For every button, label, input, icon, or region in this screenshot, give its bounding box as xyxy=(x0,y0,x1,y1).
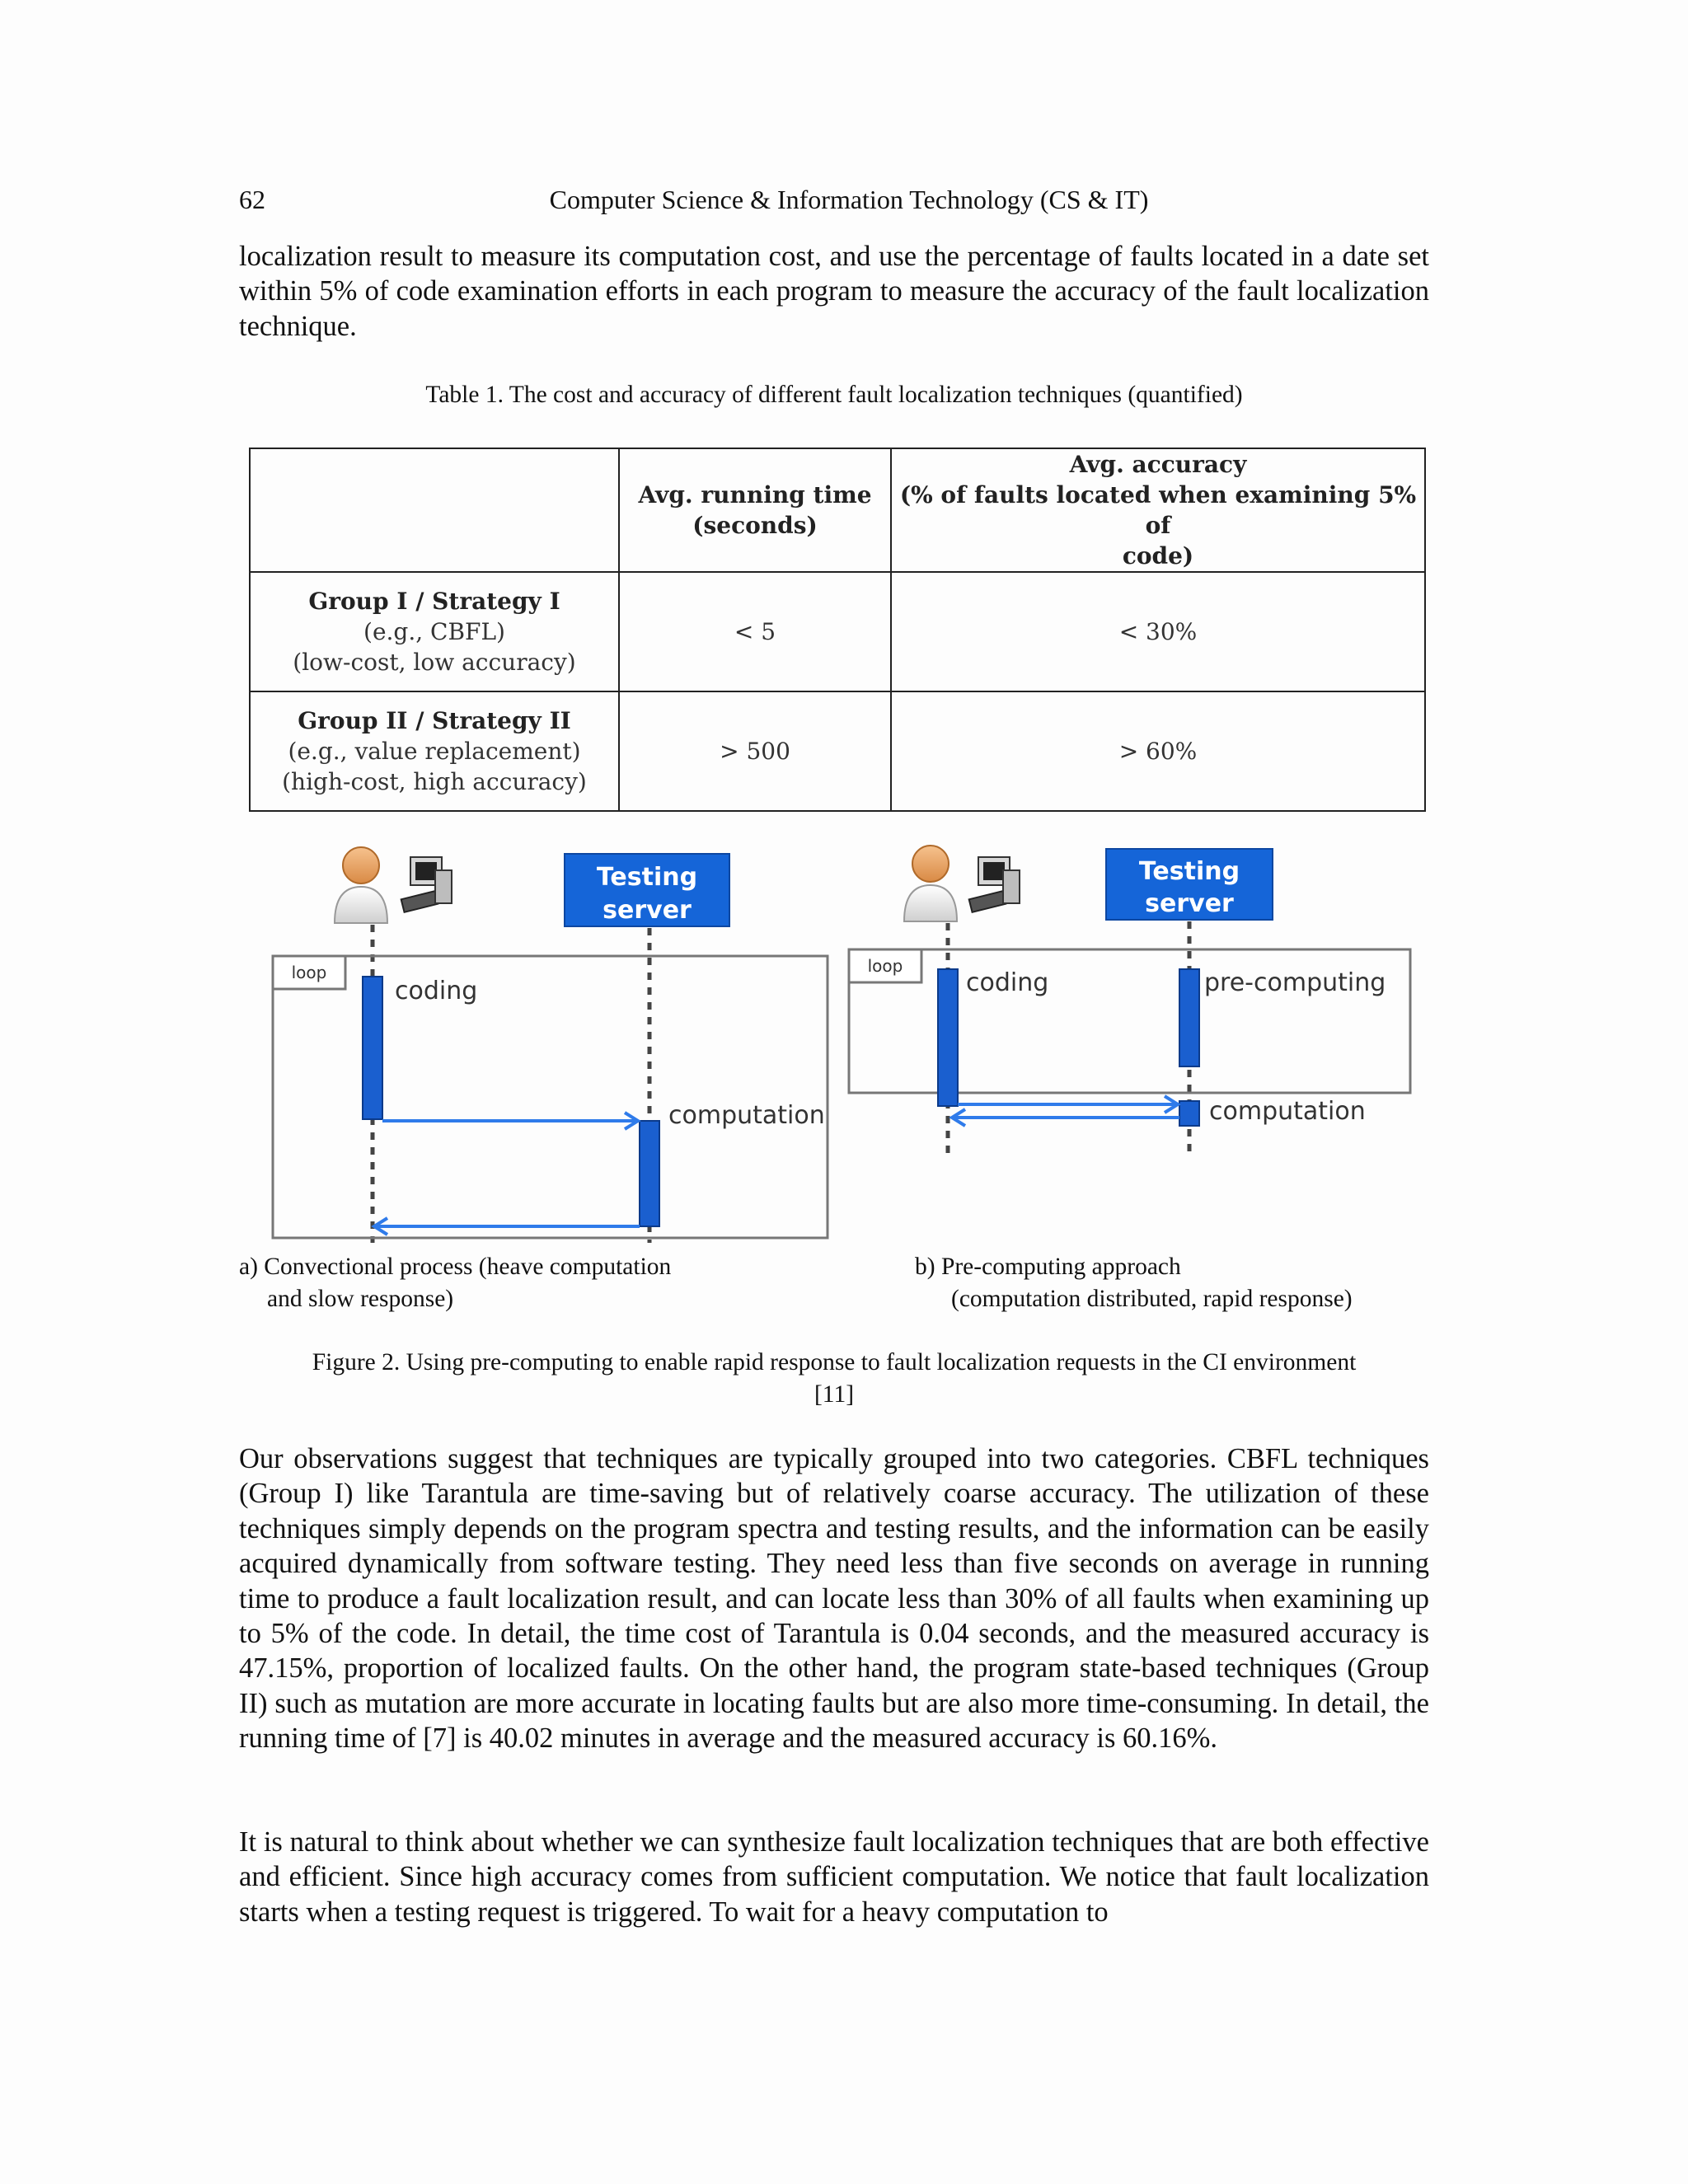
computer-icon xyxy=(969,857,1020,912)
coding-label: coding xyxy=(966,968,1049,997)
coding-label: coding xyxy=(395,977,478,1005)
header-running-time xyxy=(619,448,891,572)
group-cell xyxy=(250,572,619,691)
table-caption: Table 1. The cost and accuracy of different fault localization techniques (quantified) xyxy=(425,382,1243,408)
request-arrow xyxy=(382,1113,638,1129)
server-label-line1: Testing xyxy=(1138,857,1240,886)
sequence-diagram-b xyxy=(845,829,1414,1159)
page-number: 62 xyxy=(239,185,265,214)
header-accuracy-line3: code) xyxy=(1122,542,1194,569)
subcaption-b xyxy=(915,1251,1442,1315)
subcaption-a-line1: a) Convectional process (heave computation xyxy=(239,1254,672,1280)
group-name: Group II / Strategy II xyxy=(298,707,571,734)
coding-activation-bar xyxy=(363,977,382,1119)
loop-label: loop xyxy=(867,956,903,976)
paragraph-intro: localization result to measure its computation cost, and use the percentage of faults located in a date set within 5% of code examination efforts in each program to measure the accuracy of the fault localization technique. xyxy=(239,241,1429,342)
header-accuracy-line1: Avg. accuracy xyxy=(1069,451,1247,478)
paragraph-observations: Our observations suggest that techniques are typically grouped into two categories. CBFL techniques (Group I) like Tarantula are time-saving but of relatively coarse accuracy. The utilization of these techniques simply depends on the program spectra and testing results, and the information can be easily acquired dynamically from software testing. They need less than five seconds on average in running time to produce a fault localization result, and can locate less than 30% of all faults when examining up to 5% of the code. In detail, the time cost of Tarantula is 0.04 seconds, and the measured accuracy is 47.15%, proportion of localized faults. On the other hand, the program state-based techniques (Group II) such as mutation are more accurate in locating faults but are also more time-consuming. In detail, the running time of [7] is 40.02 minutes in average and the measured accuracy is 60.16%. xyxy=(239,1443,1429,1755)
group-example: (e.g., CBFL) xyxy=(363,618,505,645)
group-cell xyxy=(250,691,619,811)
computation-activation-bar xyxy=(640,1121,659,1226)
accuracy-cell: < 30% xyxy=(891,572,1425,691)
header-accuracy-line2: (% of faults located when examining 5% of xyxy=(899,481,1417,539)
figure-panel-a xyxy=(270,832,831,1244)
header-empty-cell xyxy=(250,448,619,572)
loop-frame xyxy=(273,956,828,1238)
group-name: Group I / Strategy I xyxy=(308,588,560,615)
user-icon xyxy=(335,847,387,923)
subcaption-b-line1: b) Pre-computing approach xyxy=(915,1254,1181,1280)
results-table xyxy=(249,448,1426,812)
header-running-time-line1: Avg. running time xyxy=(638,481,872,509)
computation-activation-bar xyxy=(1179,1101,1199,1126)
figure-caption: Figure 2. Using pre-computing to enable rapid response to fault localization requests in the CI environment [11] xyxy=(312,1349,1357,1408)
precomputing-label: pre-computing xyxy=(1204,968,1386,997)
running-time-cell: < 5 xyxy=(619,572,891,691)
computation-label: computation xyxy=(668,1101,825,1130)
response-arrow xyxy=(952,1109,1179,1126)
server-label-line1: Testing xyxy=(596,863,698,892)
group-note: (high-cost, high accuracy) xyxy=(282,768,587,795)
group-example: (e.g., value replacement) xyxy=(288,738,581,765)
header-accuracy xyxy=(891,448,1425,572)
subcaption-a-line2: and slow response) xyxy=(267,1286,454,1312)
sequence-diagram-a xyxy=(270,832,831,1244)
header-running-time-line2: (seconds) xyxy=(692,512,818,539)
request-arrow xyxy=(958,1096,1178,1113)
subcaption-a xyxy=(239,1251,816,1315)
accuracy-cell: > 60% xyxy=(891,691,1425,811)
table-row xyxy=(250,691,1425,811)
computation-label: computation xyxy=(1209,1097,1366,1126)
precomputing-activation-bar xyxy=(1179,969,1199,1066)
table-header-row xyxy=(250,448,1425,572)
loop-label: loop xyxy=(291,963,327,982)
group-note: (low-cost, low accuracy) xyxy=(293,649,576,676)
computer-icon xyxy=(401,857,452,912)
running-header: Computer Science & Information Technology (CS & IT) xyxy=(549,185,1149,214)
figure-panel-b xyxy=(845,829,1414,1159)
user-icon xyxy=(904,846,957,921)
coding-activation-bar xyxy=(938,969,958,1106)
subcaption-b-line2: (computation distributed, rapid response) xyxy=(951,1286,1353,1312)
response-arrow xyxy=(374,1218,640,1235)
table-row xyxy=(250,572,1425,691)
server-label-line2: server xyxy=(603,896,692,925)
server-label-line2: server xyxy=(1145,889,1234,918)
paragraph-synthesis: It is natural to think about whether we can synthesize fault localization techniques that are both effective and efficient. Since high accuracy comes from sufficient computation. We notice that fault localization starts when a testing request is triggered. To wait for a heavy computation to xyxy=(239,1826,1429,1928)
running-time-cell: > 500 xyxy=(619,691,891,811)
